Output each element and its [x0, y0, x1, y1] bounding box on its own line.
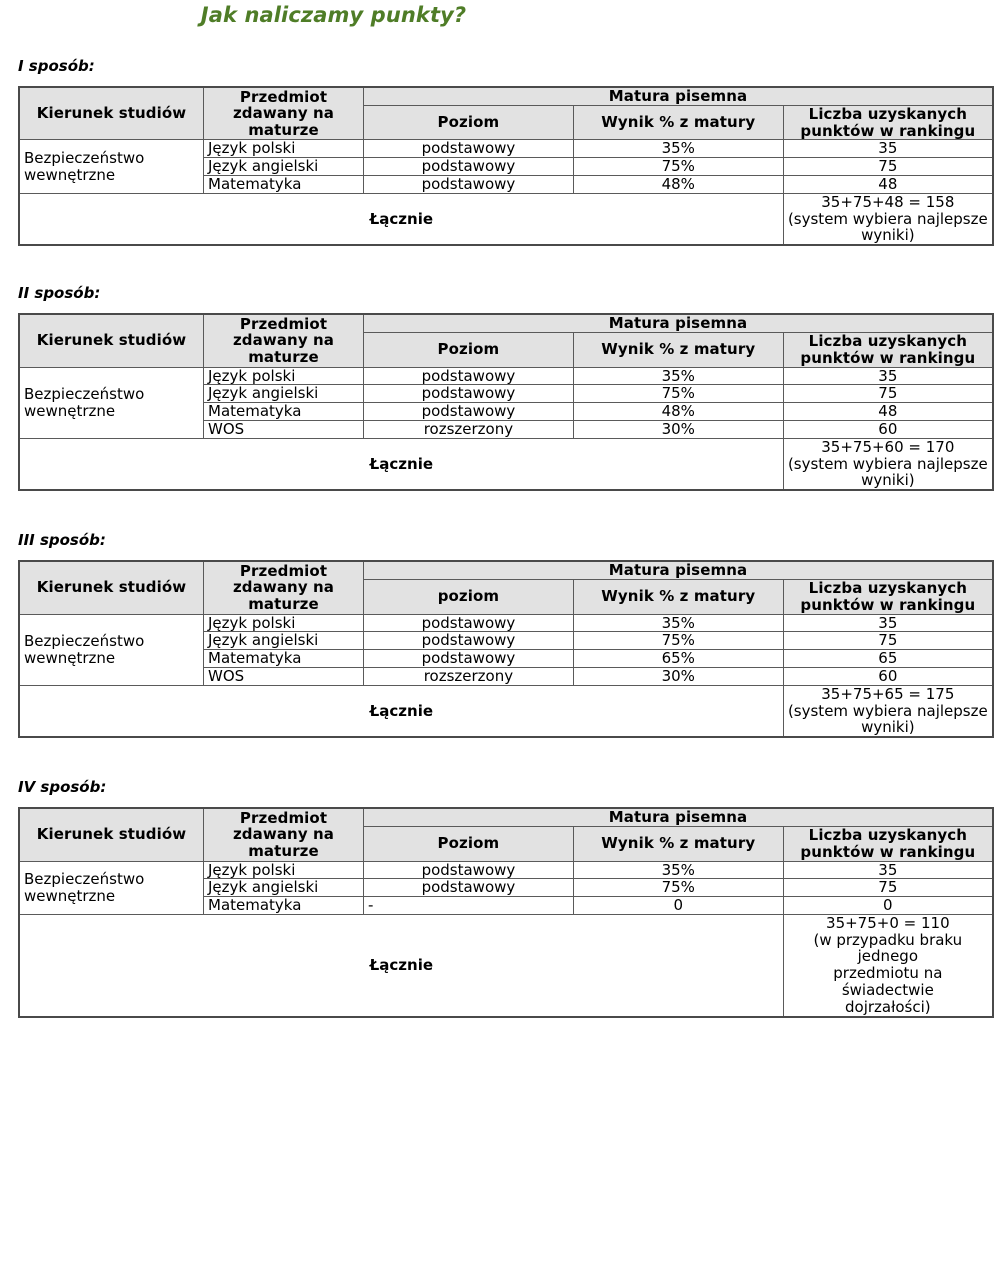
cell-points: 35 [783, 140, 993, 158]
cell-subject: Język polski [204, 140, 364, 158]
table-total-row [19, 193, 993, 245]
total-line-2: (system wybiera najlepsze [787, 701, 988, 720]
cell-level: podstawowy [364, 650, 574, 668]
cell-kierunek: Bezpieczeństwo wewnętrzne [19, 367, 204, 438]
header-punkty: Liczba uzyskanych punktów w rankingu [783, 105, 993, 140]
section-label-4: IV sposób: [18, 778, 107, 797]
cell-level: podstawowy [364, 140, 574, 158]
cell-points: 75 [783, 385, 993, 403]
cell-result: 75% [573, 879, 783, 897]
header-przedmiot: Przedmiot zdawany na maturze [204, 561, 364, 614]
cell-level: podstawowy [364, 403, 574, 421]
header-wynik: Wynik % z matury [573, 332, 783, 367]
cell-level: podstawowy [364, 158, 574, 176]
cell-subject: Matematyka [204, 650, 364, 668]
cell-points: 65 [783, 650, 993, 668]
header-poziom: poziom [364, 579, 574, 614]
points-table-1 [18, 86, 994, 246]
cell-subject: Język angielski [204, 158, 364, 176]
cell-result: 48% [573, 175, 783, 193]
cell-subject: Matematyka [204, 403, 364, 421]
header-przedmiot: Przedmiot zdawany na maturze [204, 314, 364, 367]
total-line-1: 35+75+48 = 158 [821, 192, 955, 211]
total-line-2: (system wybiera najlepsze [787, 209, 988, 228]
header-matura-pisemna: Matura pisemna [364, 314, 994, 332]
cell-result: 65% [573, 650, 783, 668]
cell-level: rozszerzony [364, 667, 574, 685]
table-header-row-top [19, 561, 993, 579]
document-page [0, 3, 997, 1285]
cell-points: 35 [783, 367, 993, 385]
header-poziom: Poziom [364, 826, 574, 861]
section-label-2: II sposób: [18, 284, 101, 303]
section-label-3: III sposób: [18, 531, 106, 550]
cell-level: podstawowy [364, 879, 574, 897]
header-przedmiot: Przedmiot zdawany na maturze [204, 808, 364, 861]
cell-subject: WOS [204, 667, 364, 685]
header-przedmiot: Przedmiot zdawany na maturze [204, 87, 364, 140]
cell-result: 0 [573, 897, 783, 915]
table-row [19, 367, 993, 385]
total-label: Łącznie [19, 914, 783, 1016]
total-label: Łącznie [19, 438, 783, 490]
total-label: Łącznie [19, 193, 783, 245]
cell-kierunek: Bezpieczeństwo wewnętrzne [19, 614, 204, 685]
points-table-3 [18, 560, 994, 738]
total-line-1: 35+75+60 = 170 [821, 437, 955, 456]
cell-points: 35 [783, 614, 993, 632]
cell-result: 35% [573, 140, 783, 158]
total-value [783, 193, 993, 245]
cell-points: 75 [783, 632, 993, 650]
cell-result: 35% [573, 861, 783, 879]
table-header-row-top [19, 314, 993, 332]
header-kierunek: Kierunek studiów [19, 314, 204, 367]
table-total-row [19, 438, 993, 490]
total-line-3: wyniki) [861, 718, 915, 737]
header-wynik: Wynik % z matury [573, 105, 783, 140]
page-title: Jak naliczamy punkty? [200, 3, 467, 27]
cell-points: 60 [783, 667, 993, 685]
total-line-1: 35+75+65 = 175 [821, 684, 955, 703]
cell-level: podstawowy [364, 632, 574, 650]
cell-result: 35% [573, 367, 783, 385]
cell-subject: Matematyka [204, 897, 364, 915]
table-row [19, 614, 993, 632]
cell-level: - [364, 897, 574, 915]
cell-points: 0 [783, 897, 993, 915]
table-header-row-top [19, 808, 993, 826]
total-line-3: wyniki) [861, 226, 915, 245]
cell-subject: Język polski [204, 614, 364, 632]
cell-level: podstawowy [364, 385, 574, 403]
cell-points: 48 [783, 175, 993, 193]
cell-level: podstawowy [364, 367, 574, 385]
cell-subject: Język polski [204, 861, 364, 879]
cell-subject: Matematyka [204, 175, 364, 193]
header-wynik: Wynik % z matury [573, 579, 783, 614]
points-table-2 [18, 313, 994, 491]
cell-result: 75% [573, 385, 783, 403]
cell-subject: Język polski [204, 367, 364, 385]
header-wynik: Wynik % z matury [573, 826, 783, 861]
total-line-3: przedmiotu na świadectwie [833, 964, 943, 1000]
cell-kierunek: Bezpieczeństwo wewnętrzne [19, 861, 204, 914]
table-total-row [19, 685, 993, 737]
cell-result: 35% [573, 614, 783, 632]
header-poziom: Poziom [364, 105, 574, 140]
total-line-2: (w przypadku braku jednego [813, 930, 963, 966]
total-label: Łącznie [19, 685, 783, 737]
cell-level: podstawowy [364, 614, 574, 632]
total-line-3: wyniki) [861, 471, 915, 490]
total-line-2: (system wybiera najlepsze [787, 454, 988, 473]
cell-kierunek: Bezpieczeństwo wewnętrzne [19, 140, 204, 193]
total-line-1: 35+75+0 = 110 [826, 913, 950, 932]
cell-level: podstawowy [364, 175, 574, 193]
points-table-4 [18, 807, 994, 1018]
cell-level: podstawowy [364, 861, 574, 879]
section-label-1: I sposób: [18, 57, 95, 75]
cell-result: 75% [573, 632, 783, 650]
header-kierunek: Kierunek studiów [19, 808, 204, 861]
header-matura-pisemna: Matura pisemna [364, 808, 994, 826]
table-header-row-top [19, 87, 993, 105]
header-poziom: Poziom [364, 332, 574, 367]
cell-subject: Język angielski [204, 385, 364, 403]
table-row [19, 861, 993, 879]
cell-level: rozszerzony [364, 420, 574, 438]
cell-points: 35 [783, 861, 993, 879]
header-kierunek: Kierunek studiów [19, 87, 204, 140]
cell-points: 60 [783, 420, 993, 438]
header-punkty: Liczba uzyskanych punktów w rankingu [783, 332, 993, 367]
cell-points: 75 [783, 158, 993, 176]
total-value [783, 438, 993, 490]
cell-result: 48% [573, 403, 783, 421]
cell-subject: WOS [204, 420, 364, 438]
header-punkty: Liczba uzyskanych punktów w rankingu [783, 579, 993, 614]
cell-points: 75 [783, 879, 993, 897]
header-kierunek: Kierunek studiów [19, 561, 204, 614]
table-total-row [19, 914, 993, 1016]
header-punkty: Liczba uzyskanych punktów w rankingu [783, 826, 993, 861]
table-row [19, 140, 993, 158]
cell-result: 75% [573, 158, 783, 176]
cell-result: 30% [573, 667, 783, 685]
total-value [783, 685, 993, 737]
cell-subject: Język angielski [204, 879, 364, 897]
total-line-4: dojrzałości) [845, 997, 931, 1016]
total-value [783, 914, 993, 1016]
cell-result: 30% [573, 420, 783, 438]
cell-points: 48 [783, 403, 993, 421]
header-matura-pisemna: Matura pisemna [364, 87, 994, 105]
header-matura-pisemna: Matura pisemna [364, 561, 994, 579]
cell-subject: Język angielski [204, 632, 364, 650]
